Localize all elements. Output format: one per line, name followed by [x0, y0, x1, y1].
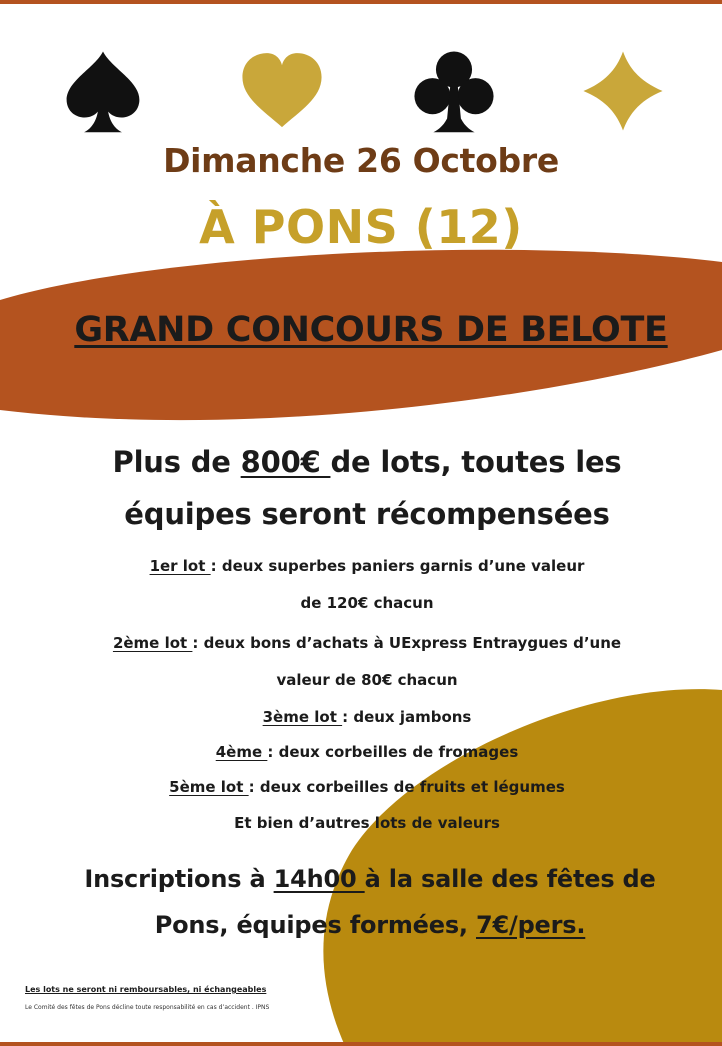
prize-text: : deux jambons [342, 708, 472, 726]
inscription-post: à la salle des fêtes de [364, 865, 656, 893]
prize-text: : deux corbeilles de fruits et légumes [248, 778, 565, 796]
page-title: GRAND CONCOURS DE BELOTE [74, 310, 668, 350]
prize-5 [0, 769, 722, 805]
headline-amount: 800€ [240, 445, 331, 479]
prize-4 [0, 734, 722, 770]
prize-other: Et bien d’autres lots de valeurs [234, 814, 500, 832]
headline [0, 436, 722, 540]
spade-icon [60, 48, 146, 134]
prize-text: : deux superbes paniers garnis d’une valeur [210, 557, 585, 575]
club-icon [411, 48, 497, 134]
prize-label: 3ème lot [262, 708, 343, 726]
prize-3 [0, 699, 722, 735]
prize-label: 5ème lot [169, 778, 249, 796]
prize-1 [0, 548, 722, 584]
diamond-icon [580, 48, 666, 134]
headline-line-2: équipes seront récompensées [124, 497, 610, 531]
prize-2 [0, 625, 722, 661]
inscription-line-2 [0, 902, 722, 948]
footer-note-liability: Le Comité des fêtes de Pons décline toute responsabilité en cas d’accident . IPNS [25, 1004, 270, 1011]
bottom-border [0, 1042, 722, 1046]
inscription-line2-pre: Pons, équipes formées, [154, 911, 476, 939]
prize-text: : deux bons d’achats à UExpress Entraygues d’une [192, 634, 622, 652]
inscription-price: 7€/pers. [476, 911, 586, 939]
prize-2-line-2: valeur de 80€ chacun [276, 671, 458, 689]
headline-pre: Plus de [112, 445, 241, 479]
inscription-time: 14h00 [273, 865, 365, 893]
prize-text: : deux corbeilles de fromages [267, 743, 519, 761]
headline-post: de lots, toutes les [330, 445, 622, 479]
event-date: Dimanche 26 Octobre [163, 141, 559, 180]
inscription-info [0, 856, 722, 948]
prize-1-line-2: de 120€ chacun [300, 594, 434, 612]
inscription-line-1 [0, 856, 722, 902]
inscription-pre: Inscriptions à [84, 865, 274, 893]
footer-note-refund: Les lots ne seront ni remboursables, ni échangeables [25, 985, 267, 994]
prize-label: 1er lot [149, 557, 211, 575]
event-place: À PONS (12) [199, 200, 523, 254]
prize-label: 4ème [215, 743, 268, 761]
prize-label: 2ème lot [112, 634, 193, 652]
headline-line-1 [0, 436, 722, 488]
heart-icon [239, 48, 325, 134]
